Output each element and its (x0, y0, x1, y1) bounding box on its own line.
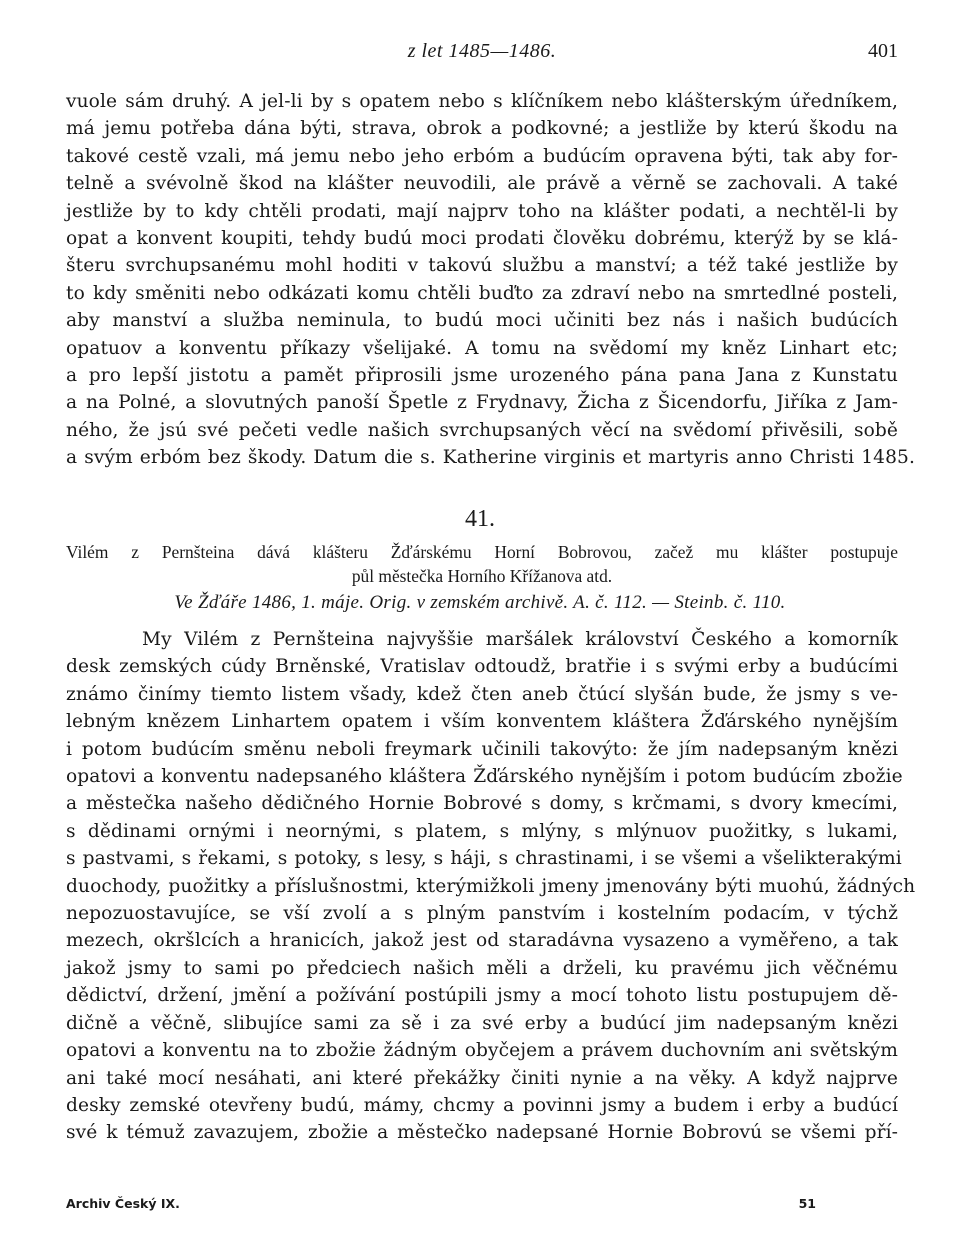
text-line: aby manství a služba neminula, to budú moci učiniti bez nás i našich budúcích (66, 310, 898, 332)
text-line: své k témuž zavazujem, zbožie a městečko nadepsané Hornie Bobrovú se všemi pří- (66, 1122, 898, 1144)
text-line: opatovi a konventu na to zbožie žádným obyčejem a právem duchovním ani světským (66, 1040, 898, 1062)
text-line: s pastvami, s řekami, s potoky, s lesy, s háji, s chrastinami, i se všemi a všelikterakými (66, 848, 902, 870)
text-line: i potom budúcím směnu neboli freymark učinili takovýto: že jím nadepsaným knězi (66, 738, 898, 760)
page-footer (66, 1196, 898, 1218)
text-line: desk zemských cúdy Brněnské, Vratislav odtoudž, bratřie i s svými erby a budúcími (66, 656, 898, 678)
text-line: šteru svrchupsanému mohl hoditi v takovú službu a manství; a též také jestliže by (66, 255, 898, 277)
page-number: 401 (868, 40, 898, 62)
text-line: a pro lepší jistotu a pamět připrosili jsme urozeného pána pana Jana z Kunstatu (66, 365, 898, 387)
text-line: opatovi a konventu nadepsaného kláštera Žďárského nynějším i potom budúcím zbožie (66, 766, 903, 788)
text-line: nepozuostavujíce, se vší zvolí a s plným panstvím i kostelním podacím, v týchž (66, 903, 898, 925)
text-line: jakož jsmy to sami po předciech našich měli a drželi, ku pravému jich věčnému (66, 957, 898, 979)
text-line: dičně a věčně, slibujíce sami za sě i za své erby a budúcí jim nadepsaným knězi (66, 1012, 898, 1034)
text-line: s dědinami ornými i neornými, s platem, s mlýny, s mlýnuov puožitky, s lukami, (66, 820, 898, 842)
text-line: to kdy směniti nebo odkázati komu chtěli buďto za zdraví nebo na smrtedlné posteli, (66, 282, 898, 304)
text-line: ani také mocí nesáhati, ani které překážky činiti nynie a na věky. A když najprve (66, 1067, 898, 1089)
collection-title: Archiv Český IX. (66, 1196, 180, 1211)
text-line: a na Polné, a slovutných panoší Špetle z Frydnavy, Žicha z Šicendorfu, Jiříka z Jam- (66, 392, 898, 414)
signature-mark: 51 (798, 1196, 816, 1211)
text-line: a svým erbóm bez škody. Datum die s. Katherine virginis et martyris anno Christi 1485. (66, 447, 915, 469)
text-line: opatuov a konventu příkazy všelijaké. A tomu na svědomí my kněz Linhart etc; (66, 337, 898, 359)
text-line: známo činímy tiemto listem všady, kdež čten aneb čtúcí slyšán bude, že jsmy s ve- (66, 683, 898, 705)
summary-line: půl městečka Horního Křížanova atd. (351, 566, 613, 586)
text-line: lebným knězem Linhartem opatem i vším konventem kláštera Žďárského nynějším (66, 711, 898, 733)
text-line: má jemu potřeba dána býti, strava, obrok a podkovné; a jestliže by kterú škodu na (66, 118, 898, 140)
document-number: 41. (465, 506, 495, 532)
running-head (66, 40, 898, 68)
text-block-charter (66, 626, 916, 1147)
text-line: desky zemské otevřeny budú, mámy, chcmy a povinni jsmy a budem i erby a budúcí (66, 1094, 898, 1116)
text-line: takové cestě vzali, má jemu nebo jeho erbóm a budúcím opravena býti, tak aby for- (66, 145, 898, 167)
text-line: telně a svévolně škod na klášter neuvodili, ale právě a věrně se zachovali. A také (66, 173, 898, 195)
text-line: opat a konvent koupiti, tehdy budú moci prodati člověku dobrému, kterýž by se klá- (66, 228, 898, 250)
text-line: a městečka našeho dědičného Hornie Bobrové s domy, s krčmami, s dvory kmecími, (66, 793, 898, 815)
text-line: dědictví, držení, jmění a požívání postúpili jsmy a mocí tohoto listu postupujem dě- (66, 985, 898, 1007)
text-line: duochody, puožitky a příslušnostmi, kterýmižkoli jmeny jmenovány býti muohú, žádných (66, 875, 916, 897)
running-title: z let 1485—1486. (407, 40, 557, 62)
text-line: mezech, okršlcích a hranicích, jakož jest od staradávna vysazeno a vyměřeno, a tak (66, 930, 898, 952)
text-line: ného, že jsú své pečeti vedle našich svrchupsaných věcí na svědomí přivěsili, sobě (66, 419, 898, 441)
text-block-continued (66, 88, 915, 472)
document-summary (66, 540, 898, 588)
source-citation: Ve Žďáře 1486, 1. máje. Orig. v zemském archivě. A. č. 112. — Steinb. č. 110. (174, 592, 786, 613)
text-line: vuole sám druhý. A jel-li by s opatem nebo s klíčníkem nebo klášterským úředníkem, (66, 91, 898, 112)
text-line: My Vilém z Pernšteina najvyššie maršálek království Českého a komorník (142, 629, 898, 650)
text-line: jestliže by to kdy chtěli prodati, mají najprv toho na klášter podati, a nechtěl-li by (66, 200, 898, 222)
summary-line: Vilém z Pernšteina dává klášteru Žďárskému Horní Bobrovou, začež mu klášter postupuje (66, 542, 898, 562)
